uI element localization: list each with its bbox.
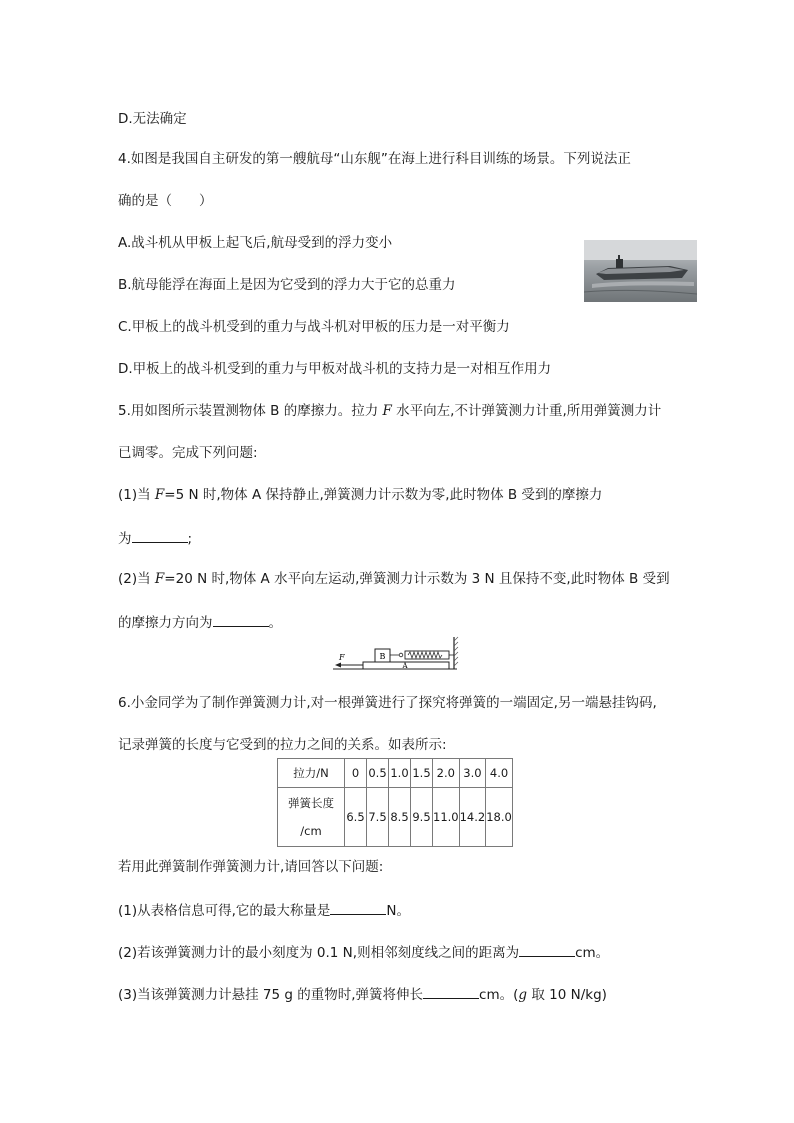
force-cell: 4.0 xyxy=(486,759,513,788)
answer-blank[interactable] xyxy=(213,612,269,627)
q4-option-b: B.航母能浮在海面上是因为它受到的浮力大于它的总重力 xyxy=(118,277,456,293)
q4-stem-line-1: 4.如图是我国自主研发的第一艘航母“山东舰”在海上进行科目训练的场景。下列说法正 xyxy=(118,151,631,167)
force-symbol-f: F xyxy=(154,571,165,587)
gravity-symbol-g: g xyxy=(518,987,528,1003)
q5-part1-end: ; xyxy=(187,531,193,547)
spring-data-table xyxy=(277,758,513,847)
length-cell: 14.2 xyxy=(459,788,486,847)
q5-part2-line-2 xyxy=(118,612,282,632)
force-header-cell: 拉力/N xyxy=(278,759,345,788)
q5-part2-lead: 的摩擦力方向为 xyxy=(118,615,213,631)
block-b-label: B xyxy=(379,652,386,661)
length-header-line-1: 弹簧长度 xyxy=(288,796,334,810)
force-cell: 1.5 xyxy=(411,759,433,788)
force-cell: 2.0 xyxy=(433,759,460,788)
q6-part2 xyxy=(118,942,609,962)
q4-option-c: C.甲板上的战斗机受到的重力与战斗机对甲板的压力是一对平衡力 xyxy=(118,319,510,335)
answer-blank[interactable] xyxy=(132,528,188,543)
answer-blank[interactable] xyxy=(519,942,575,957)
q4-option-d: D.甲板上的战斗机受到的重力与甲板对战斗机的支持力是一对相互作用力 xyxy=(118,361,552,377)
length-header-cell xyxy=(278,788,345,847)
table-row-length xyxy=(278,788,513,847)
q5-stem-line-1 xyxy=(118,402,661,420)
friction-apparatus-diagram xyxy=(333,635,461,671)
length-cell: 9.5 xyxy=(411,788,433,847)
length-cell: 18.0 xyxy=(486,788,513,847)
q6-part3-unit: cm。( xyxy=(479,987,519,1003)
q6-stem-line-1: 6.小金同学为了制作弹簧测力计,对一根弹簧进行了探究将弹簧的一端固定,另一端悬挂钩码, xyxy=(118,695,657,711)
force-symbol-f: F xyxy=(154,487,165,503)
q5-stem-line-2: 已调零。完成下列问题: xyxy=(118,445,258,461)
q6-part3 xyxy=(118,984,607,1004)
q5-part1-line-2 xyxy=(118,528,192,548)
q6-part3-tail: 取 10 N/kg) xyxy=(527,987,607,1003)
q6-lead-line: 若用此弹簧制作弹簧测力计,请回答以下问题: xyxy=(118,859,384,875)
q6-part1 xyxy=(118,900,410,920)
q5-part2-end: 。 xyxy=(268,615,282,631)
q6-part2-text: (2)若该弹簧测力计的最小刻度为 0.1 N,则相邻刻度线之间的距离为 xyxy=(118,945,520,961)
q6-part2-unit: cm。 xyxy=(575,945,610,961)
q6-part3-text: (3)当该弹簧测力计悬挂 75 g 的重物时,弹簧将伸长 xyxy=(118,987,424,1003)
q5-part2-line-1 xyxy=(118,570,670,588)
q5-part1-prefix: (1)当 xyxy=(118,487,155,503)
q6-part1-unit: N。 xyxy=(386,903,411,919)
force-arrow-label: F xyxy=(339,653,345,662)
q5-stem-text-b: 水平向左,不计弹簧测力计重,所用弹簧测力计 xyxy=(391,403,662,419)
q5-part1-text: =5 N 时,物体 A 保持静止,弹簧测力计示数为零,此时物体 B 受到的摩擦力 xyxy=(164,487,603,503)
q5-part2-text: =20 N 时,物体 A 水平向左运动,弹簧测力计示数为 3 N 且保持不变,此时物体 B 受到 xyxy=(164,571,670,587)
length-cell: 6.5 xyxy=(345,788,367,847)
length-cell: 8.5 xyxy=(389,788,411,847)
q5-part1-lead: 为 xyxy=(118,531,132,547)
force-cell: 0.5 xyxy=(367,759,389,788)
table-row-force xyxy=(278,759,513,788)
force-cell: 3.0 xyxy=(459,759,486,788)
force-symbol-f: F xyxy=(382,403,392,419)
q6-stem-line-2: 记录弹簧的长度与它受到的拉力之间的关系。如表所示: xyxy=(118,737,447,753)
force-cell: 0 xyxy=(345,759,367,788)
q6-part1-text: (1)从表格信息可得,它的最大称量是 xyxy=(118,903,331,919)
aircraft-carrier-photo xyxy=(584,240,697,302)
q5-part1-line-1 xyxy=(118,486,602,504)
length-cell: 11.0 xyxy=(433,788,460,847)
q4-stem-line-2: 确的是（ ） xyxy=(118,193,213,209)
answer-blank[interactable] xyxy=(423,984,479,999)
force-cell: 1.0 xyxy=(389,759,411,788)
q3-option-d: D.无法确定 xyxy=(118,111,187,127)
answer-blank[interactable] xyxy=(330,900,386,915)
q5-stem-text-a: 5.用如图所示装置测物体 B 的摩擦力。拉力 xyxy=(118,403,383,419)
length-header-line-2: /cm xyxy=(300,824,322,838)
q5-part2-prefix: (2)当 xyxy=(118,571,155,587)
length-cell: 7.5 xyxy=(367,788,389,847)
block-a-label: A xyxy=(402,662,408,670)
q4-option-a: A.战斗机从甲板上起飞后,航母受到的浮力变小 xyxy=(118,235,393,251)
